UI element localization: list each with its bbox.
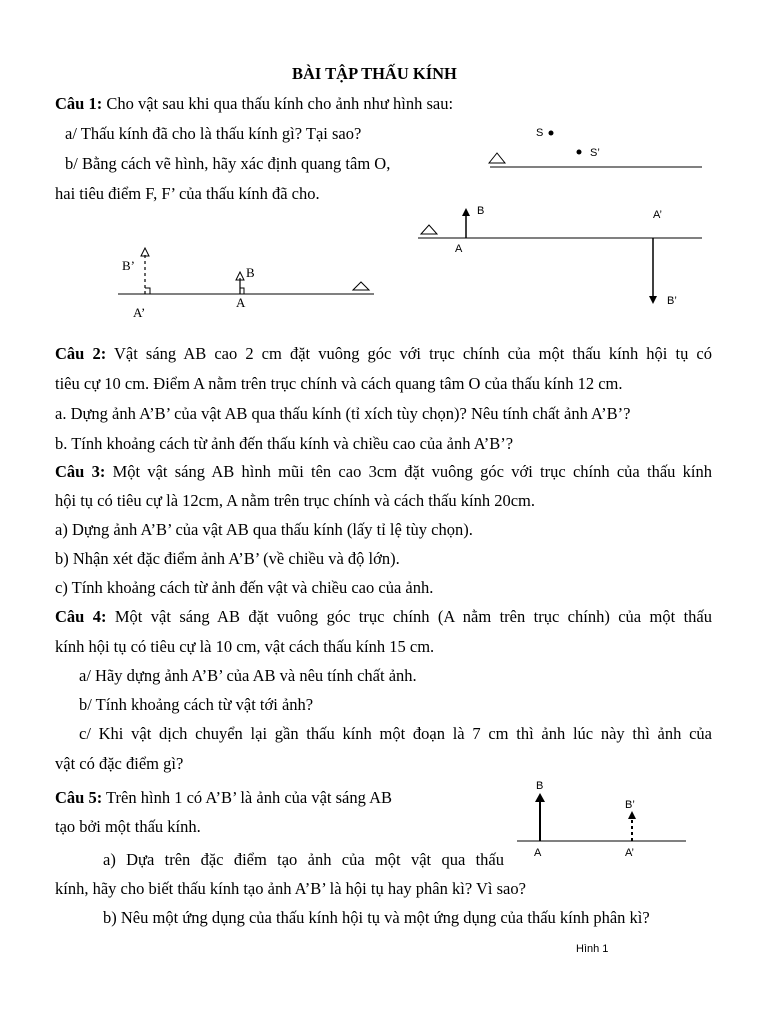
question-1-part-b-line-1: b/ Bằng cách vẽ hình, hãy xác định quang tâm O, (65, 154, 391, 173)
question-4-line-2: kính hội tụ có tiêu cự là 10 cm, vật cách thấu kính 15 cm. (55, 637, 435, 656)
figure-real-image (418, 205, 702, 307)
question-4-text: Một vật sáng AB đặt vuông góc trục chính (A nằm trên trục chính) của một thấu (106, 607, 712, 626)
label-b: B (246, 265, 255, 280)
label-b-prime: B’ (122, 258, 135, 273)
label-b-prime: B’ (667, 295, 677, 307)
label-a-prime: A’ (625, 847, 634, 859)
figure-hinh-1 (517, 780, 686, 955)
eye-symbol (421, 225, 437, 234)
label-b: B (477, 205, 485, 217)
question-4-part-a: a/ Hãy dựng ảnh A’B’ của AB và nêu tính chất ảnh. (79, 666, 417, 685)
question-2-line-2: tiêu cự 10 cm. Điểm A nằm trên trục chính và cách quang tâm O của thấu kính 12 cm. (55, 374, 623, 393)
question-1-text: Cho vật sau khi qua thấu kính cho ảnh như hình sau: (102, 94, 454, 113)
question-3-line-2: hội tụ có tiêu cự là 12cm, A nằm trên trục chính và cách thấu kính 20cm. (55, 491, 535, 510)
question-3-part-c: c) Tính khoảng cách từ ảnh đến vật và chiều cao của ảnh. (55, 578, 434, 597)
label-b: B (536, 780, 544, 792)
question-1-heading: Câu 1: (55, 94, 103, 113)
question-3-part-a: a) Dựng ảnh A’B’ của vật AB qua thấu kính (lấy tỉ lệ tùy chọn). (55, 520, 473, 539)
question-3-part-b: b) Nhận xét đặc điểm ảnh A’B’ (về chiều và độ lớn). (55, 549, 400, 568)
question-2-part-a: a. Dựng ảnh A’B’ của vật AB qua thấu kính (tỉ xích tùy chọn)? Nêu tính chất ảnh A’B’? (55, 404, 631, 423)
question-2-part-b: b. Tính khoảng cách từ ảnh đến thấu kính và chiều cao của ảnh A’B’? (55, 434, 514, 453)
figure-virtual-image (118, 248, 374, 320)
question-1-part-b-line-2: hai tiêu điểm F, F’ của thấu kính đã cho. (55, 184, 320, 203)
object-arrow-head (535, 793, 545, 802)
label-a: A (236, 295, 246, 310)
label-s-prime: S’ (590, 147, 600, 159)
question-5-part-b: b) Nêu một ứng dụng của thấu kính hội tụ và một ứng dụng của thấu kính phân kì? (103, 908, 650, 927)
question-5-heading: Câu 5: (55, 788, 103, 807)
question-4-part-b: b/ Tính khoảng cách từ vật tới ảnh? (79, 695, 314, 714)
image-arrow-head (628, 811, 636, 819)
eye-symbol (353, 282, 369, 290)
question-2-text: Vật sáng AB cao 2 cm đặt vuông góc với trục chính của một thấu kính hội tụ có (106, 344, 712, 363)
question-5-text: Trên hình 1 có A’B’ là ảnh của vật sáng AB (102, 788, 393, 807)
label-a: A (455, 243, 463, 255)
question-3-text: Một vật sáng AB hình mũi tên cao 3cm đặt vuông góc với trục chính của thấu kính (105, 462, 712, 481)
question-5-part-a-line-2: kính, hãy cho biết thấu kính tạo ảnh A’B’ là hội tụ hay phân kì? Vì sao? (55, 879, 526, 898)
question-1-part-a: a/ Thấu kính đã cho là thấu kính gì? Tại sao? (65, 124, 362, 143)
point-s-prime (577, 150, 582, 155)
page-title: BÀI TẬP THẤU KÍNH (292, 64, 457, 83)
object-arrow-head (462, 208, 470, 216)
question-4-part-c-line-2: vật có đặc điểm gì? (55, 754, 184, 773)
eye-symbol (489, 153, 505, 163)
question-4-part-c-line-1: c/ Khi vật dịch chuyển lại gần thấu kính một đoạn là 7 cm thì ảnh lúc này thì ảnh của (79, 724, 712, 743)
label-a-prime: A’ (133, 305, 146, 320)
image-arrow-head (141, 248, 149, 256)
label-b-prime: B’ (625, 799, 635, 811)
question-3-heading: Câu 3: (55, 462, 106, 481)
figure-point-source (489, 127, 702, 167)
question-2-heading: Câu 2: (55, 344, 107, 363)
object-foot-mark (240, 288, 244, 294)
image-foot-mark (145, 288, 150, 294)
figure-caption: Hình 1 (576, 943, 609, 955)
label-a-prime: A’ (653, 209, 662, 221)
question-5-part-a-line-1: a) Dựa trên đặc điểm tạo ảnh của một vật qua thấu (103, 850, 504, 869)
label-s: S (536, 127, 544, 139)
question-5-line-2: tạo bởi một thấu kính. (55, 817, 201, 836)
label-a: A (534, 847, 542, 859)
question-4-heading: Câu 4: (55, 607, 107, 626)
image-arrow-head (649, 296, 657, 304)
point-s (549, 131, 554, 136)
